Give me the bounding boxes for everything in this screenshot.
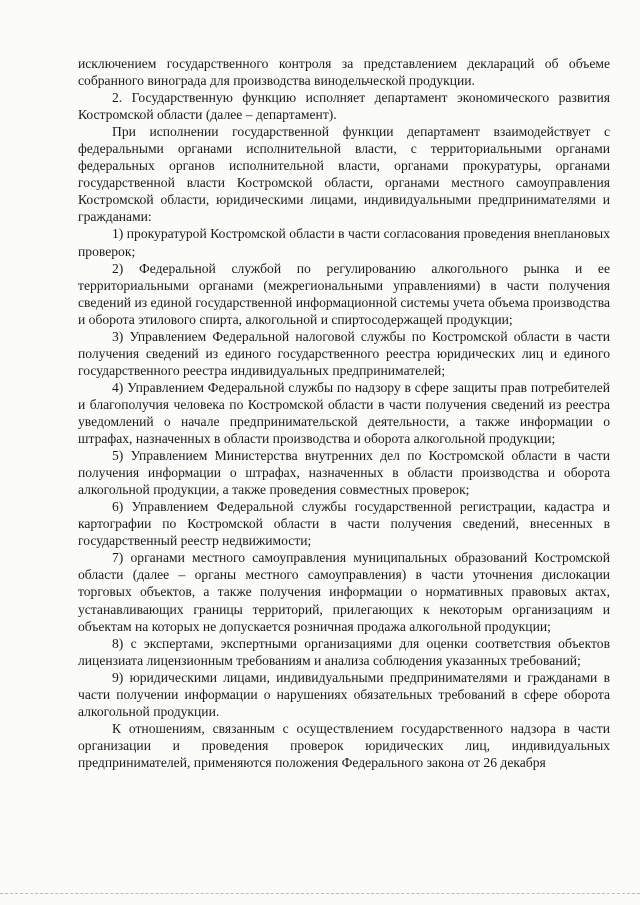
list-item-9-legal-entities: 9) юридическими лицами, индивидуальными предпринимателями и гражданами в части получении информации о нарушениях обязательных требований в сфере оборота алкогольной продукции. [78, 669, 610, 719]
paragraph-continuation: исключением государственного контроля за представлением деклараций об объеме собранного винограда для производства винодельческой продукции. [78, 56, 610, 89]
paragraph-item-2-department: 2. Государственную функцию исполняет департамент экономического развития Костромской области (далее – департамент). [78, 90, 610, 123]
list-item-3-tax-service: 3) Управлением Федеральной налоговой службы по Костромской области в части получения сведений из единого государственного реестра юридических лиц и единого государственного реестра индивидуальных предпринимателей; [78, 328, 610, 378]
list-item-6-registration-service: 6) Управлением Федеральной службы государственной регистрации, кадастра и картографии по Костромской области в части получения сведений, внесенных в государственный реестр недвижимости; [78, 499, 610, 549]
paragraph-interaction-intro: При исполнении государственной функции департамент взаимодействует с федеральными органами исполнительной власти, с территориальными органами федеральных органов исполнительной власти, органами прокуратуры, органами государственной власти Костромской области, органами местного самоуправления Костромской области, юридическими лицами, индивидуальными предпринимателями и гражданами: [78, 124, 610, 225]
page-bottom-edge [0, 893, 640, 894]
list-item-5-internal-affairs: 5) Управлением Министерства внутренних дел по Костромской области в части получения информации о штрафах, назначенных в области производства и оборота алкогольной продукции, а также проведения совместных проверок; [78, 448, 610, 498]
list-item-1-prosecutor: 1) прокуратурой Костромской области в части согласования проведения внеплановых проверок; [78, 226, 610, 259]
list-item-8-experts: 8) с экспертами, экспертными организациями для оценки соответствия объектов лицензиата лицензионным требованиям и анализа соблюдения указанных требований; [78, 635, 610, 668]
list-item-7-local-government: 7) органами местного самоуправления муниципальных образований Костромской области (далее – органы местного самоуправления) в части уточнения дислокации торговых объектов, а также получения информации о нормативных правовых актах, устанавливающих границы территорий, прилегающих к некоторым организациям и объектам на которых не допускается розничная продажа алкогольной продукции; [78, 550, 610, 634]
document-body [78, 55, 610, 771]
paragraph-federal-law: К отношениям, связанным с осуществлением государственного надзора в части организации и проведения проверок юридических лиц, индивидуальных предпринимателей, применяются положения Федерального закона от 26 декабря [78, 720, 610, 770]
list-item-4-consumer-protection: 4) Управлением Федеральной службы по надзору в сфере защиты прав потребителей и благополучия человека по Костромской области в части получения сведений из реестра уведомлений о начале предпринимательской деятельности, а также информации о штрафах, назначенных в области производства и оборота алкогольной продукции; [78, 379, 610, 447]
list-item-2-alcohol-regulation: 2) Федеральной службой по регулированию алкогольного рынка и ее территориальными органами (межрегиональными управлениями) в части получения сведений из единой государственной информационной системы учета объема производства и оборота этилового спирта, алкогольной и спиртосодержащей продукции; [78, 260, 610, 327]
